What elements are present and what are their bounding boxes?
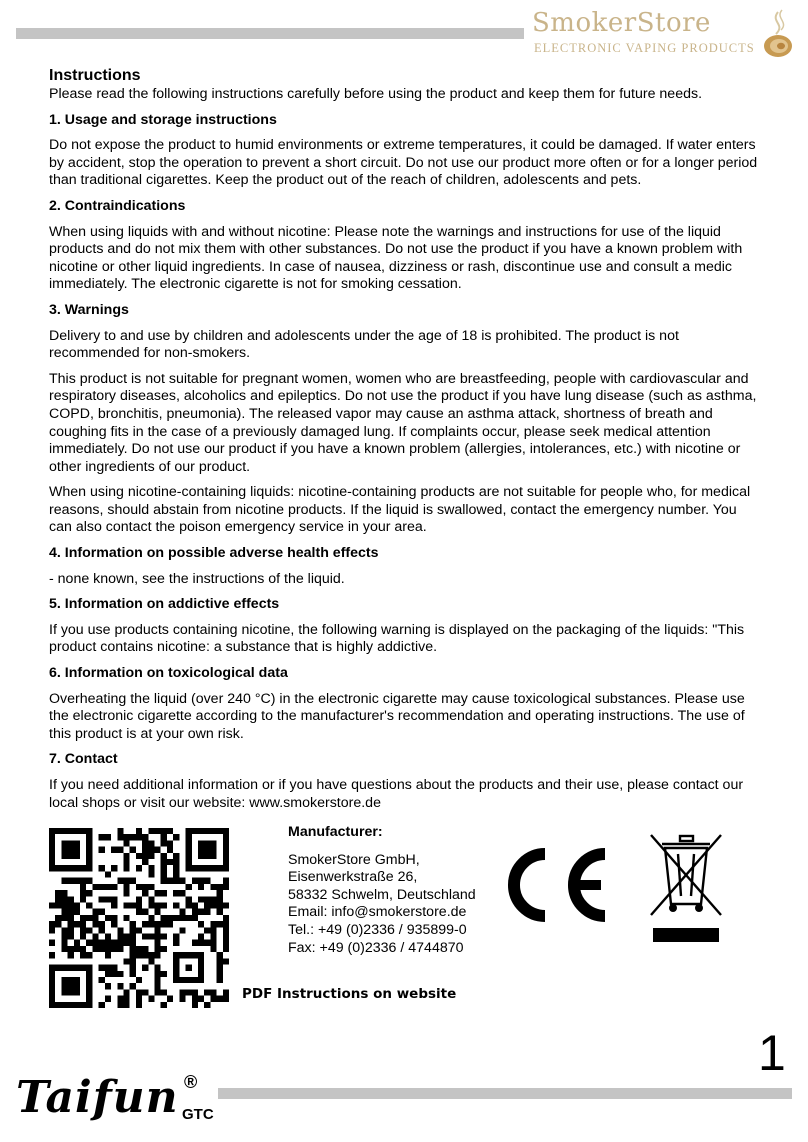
section-heading: 2. Contraindications <box>49 197 186 214</box>
footer-rule <box>218 1088 792 1099</box>
section-paragraph: If you need additional information or if you have questions about the products and their use, please contact our local shops or visit our website: www.smokerstore.de <box>49 777 744 811</box>
section-adverse-effects <box>49 545 761 588</box>
section-heading: 3. Warnings <box>49 301 129 318</box>
manufacturer-city: 58332 Schwelm, Deutschland <box>288 886 476 903</box>
section-paragraph: When using nicotine-containing liquids: nicotine-containing products are not suitable for people who, for medical reasons, should abstain from nicotine products. If the liquid is swallowed, contact the emergency number. You can also contact the poison emergency service in your area. <box>49 484 751 536</box>
manufacturer-phone: Tel.: +49 (0)2336 / 935899-0 <box>288 921 467 938</box>
section-heading: 1. Usage and storage instructions <box>49 111 277 128</box>
manufacturer-title: Manufacturer: <box>288 824 383 840</box>
brand-name: Taifun <box>16 1072 179 1123</box>
taifun-logo <box>16 1072 226 1134</box>
header-rule <box>16 28 524 39</box>
section-warnings <box>49 302 761 537</box>
qr-code-icon[interactable] <box>49 828 229 1008</box>
section-heading: 4. Information on possible adverse health effects <box>49 545 379 562</box>
manufacturer-street: Eisenwerkstraße 26, <box>288 869 418 886</box>
page-title: Instructions <box>49 67 141 84</box>
ce-mark-icon <box>493 842 613 928</box>
manufacturer-block <box>288 824 476 957</box>
section-heading: 5. Information on addictive effects <box>49 596 280 613</box>
manufacturer-fax: Fax: +49 (0)2336 / 4744870 <box>288 939 464 956</box>
section-paragraph: When using liquids with and without nicotine: Please note the warnings and instructions for use of the liquid products and do not mix them with other substances. Do not use the product if you have a known problem with nicotine or other liquid ingredients. In case of nausea, dizziness or rash, discontinue use and consult a medic immediately. The electronic cigarette is not for smoking cessation. <box>49 223 743 293</box>
smokerstore-logo <box>532 6 794 60</box>
spiral-logo-icon <box>762 8 794 60</box>
registered-mark: ® <box>184 1072 198 1092</box>
brand-suffix: GTC <box>182 1106 214 1123</box>
manufacturer-email[interactable]: Email: info@smokerstore.de <box>288 904 467 921</box>
instructions-body <box>49 66 761 820</box>
section-paragraph: - none known, see the instructions of the liquid. <box>49 570 345 587</box>
section-paragraph: Do not expose the product to humid environments or extreme temperatures, it could be damaged. If water enters by accident, stop the operation to prevent a short circuit. Do not use our product more often or for a longer period than traditional cigarettes. Keep the product out of the reach of children, adolescents and pets. <box>49 137 758 189</box>
qr-caption: PDF Instructions on website <box>242 986 457 1002</box>
logo-title: SmokerStore <box>532 8 711 38</box>
section-heading: 6. Information on toxicological data <box>49 665 288 682</box>
section-paragraph: Overheating the liquid (over 240 °C) in the electronic cigarette may cause toxicological substances. Please use the electronic cigarette according to the manufacturer's recommendation and operating instructions. The use of this product is at your own risk. <box>49 690 745 742</box>
manufacturer-company: SmokerStore GmbH, <box>288 851 420 868</box>
section-contraindications <box>49 198 761 294</box>
section-heading: 7. Contact <box>49 751 118 768</box>
logo-subtitle: ELECTRONIC VAPING PRODUCTS <box>534 41 755 55</box>
weee-bin-icon <box>648 832 724 946</box>
page-number: 1 <box>758 1025 786 1081</box>
section-paragraph: This product is not suitable for pregnant women, women who are breastfeeding, people with cardiovascular and respiratory diseases, alcoholics and epileptics. Do not use the product if you have lung disease (such as asthma, COPD, bronchitis, pneumonia). The released vapor may cause an asthma attack, shortness of breath and coughing fits in the case of a previously damaged lung. If complaints occur, please seek medical attention immediately. Do not use our product if you have a known problem (allergies, intolerances, etc.) with nicotine or other ingredients of our product. <box>49 370 757 475</box>
intro-text: Please read the following instructions carefully before using the product and keep them for future needs. <box>49 86 703 102</box>
section-paragraph: Delivery to and use by children and adolescents under the age of 18 is prohibited. The product is not recommended for non-smokers. <box>49 327 679 362</box>
section-addictive-effects <box>49 596 761 657</box>
section-contact <box>49 751 761 812</box>
section-toxicological <box>49 665 761 743</box>
section-usage-storage <box>49 112 761 190</box>
section-paragraph: If you use products containing nicotine, the following warning is displayed on the packaging of the liquids: "This product contains nicotine: a substance that is highly addictive. <box>49 621 745 656</box>
